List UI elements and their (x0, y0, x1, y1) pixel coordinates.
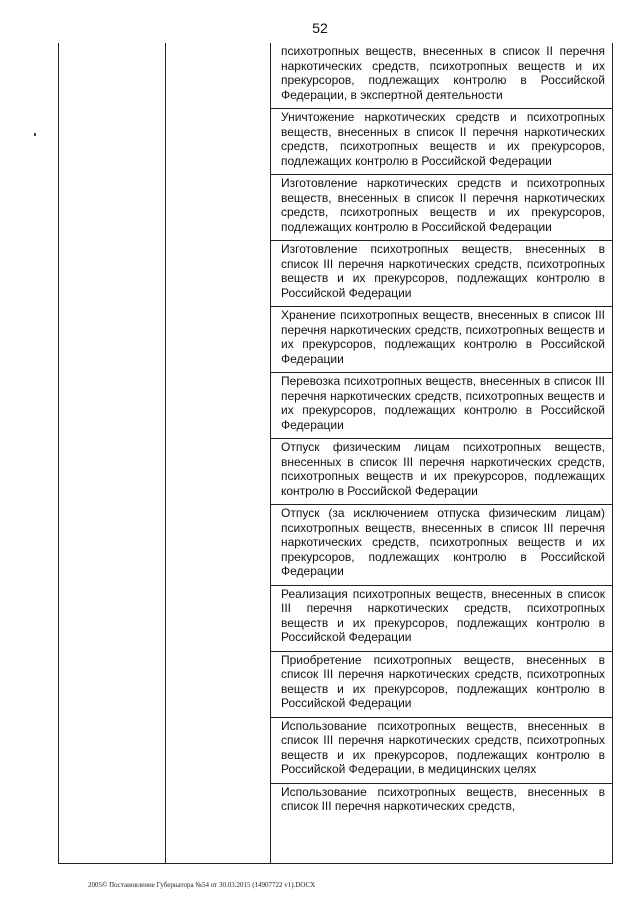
margin-mark (34, 133, 36, 136)
page-number: 52 (312, 20, 328, 36)
table-cell: Отпуск (за исключением отпуска физическим лицам) психотропных веществ, внесенных в список III перечня наркотических средств, психотропных веществ и их прекурсоров, подлежащих контролю в Российской Федерации (271, 505, 612, 586)
table-cell: Реализация психотропных веществ, внесенных в список III перечня наркотических средств, психотропных веществ и их прекурсоров, подлежащих контролю в Российской Федерации (271, 586, 612, 652)
table-cell: Использование психотропных веществ, внесенных в список III перечня наркотических средств, (281, 784, 605, 813)
table-cell: Перевозка психотропных веществ, внесенных в список III перечня наркотических средств, психотропных веществ и их прекурсоров, подлежащих контролю в Российской Федерации (271, 373, 612, 439)
table-cell: психотропных веществ, внесенных в список II перечня наркотических средств, психотропных веществ и их прекурсоров, подлежащих контролю в Российской Федерации, в экспертной деятельности (271, 43, 612, 109)
table-cell: Отпуск физическим лицам психотропных веществ, внесенных в список III перечня наркотических средств, психотропных веществ и их прекурсоров, подлежащих контролю в Российской Федерации (271, 439, 612, 505)
table-cell: Уничтожение наркотических средств и психотропных веществ, внесенных в список II перечня наркотических средств, психотропных веществ и их прекурсоров, подлежащих контролю в Российской Федерации (271, 109, 612, 175)
table-cell: Приобретение психотропных веществ, внесенных в список III перечня наркотических средств, психотропных веществ и их прекурсоров, подлежащих контролю в Российской Федерации (271, 652, 612, 718)
column-divider-1 (165, 43, 166, 863)
table-cell: Хранение психотропных веществ, внесенных в список III перечня наркотических средств, психотропных веществ и их прекурсоров, подлежащих контролю в Российской Федерации (271, 307, 612, 373)
activities-table (58, 43, 613, 864)
table-cell: Изготовление психотропных веществ, внесенных в список III перечня наркотических средств, психотропных веществ и их прекурсоров, подлежащих контролю в Российской Федерации (271, 241, 612, 307)
table-cell: Использование психотропных веществ, внесенных в список III перечня наркотических средств, психотропных веществ и их прекурсоров, подлежащих контролю в Российской Федерации, в медицинских целях (271, 718, 612, 784)
activity-column (271, 43, 612, 820)
footer-document-id: 2005© Постановление Губернатора №54 от 30.03.2015 (14907722 v1).DOCX (88, 881, 316, 889)
table-cell: Изготовление наркотических средств и психотропных веществ, внесенных в список II перечня наркотических средств, психотропных веществ и их прекурсоров, подлежащих контролю в Российской Федерации (271, 175, 612, 241)
